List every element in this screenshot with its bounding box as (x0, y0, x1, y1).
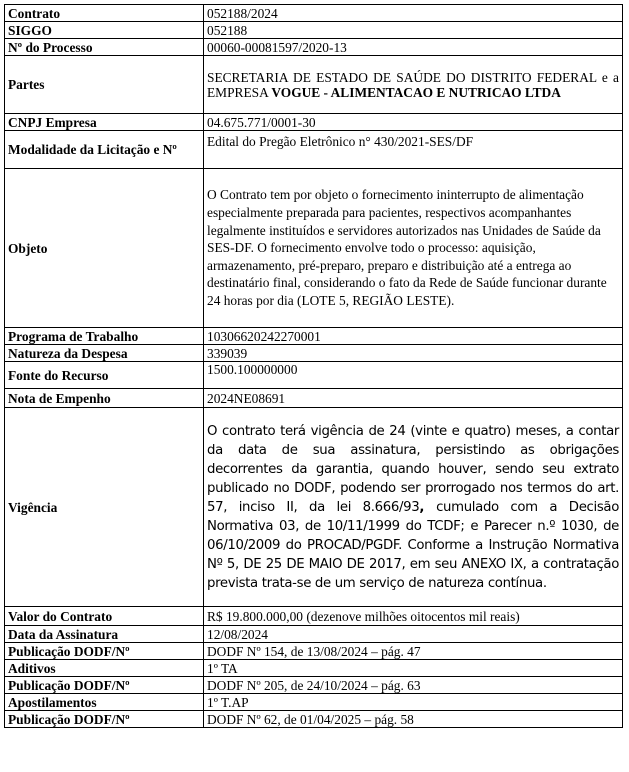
value-publicacao-1: DODF Nº 154, de 13/08/2024 – pág. 47 (204, 643, 623, 660)
partes-text: SECRETARIA DE ESTADO DE SAÚDE DO DISTRITO FEDERAL e a EMPRESA (207, 69, 619, 100)
label-empenho: Nota de Empenho (5, 389, 204, 408)
value-natureza: 339039 (204, 345, 623, 362)
value-fonte: 1500.100000000 (204, 362, 623, 389)
value-programa: 10306620242270001 (204, 328, 623, 345)
label-fonte: Fonte do Recurso (5, 362, 204, 389)
label-valor: Valor do Contrato (5, 607, 204, 626)
row-valor (5, 607, 623, 626)
value-aditivos: 1º TA (204, 660, 623, 677)
label-vigencia: Vigência (5, 408, 204, 607)
row-aditivos (5, 660, 623, 677)
value-processo: 00060-00081597/2020-13 (204, 39, 623, 56)
label-publicacao-1: Publicação DODF/Nº (5, 643, 204, 660)
row-publicacao-2 (5, 677, 623, 694)
row-apostilamentos (5, 694, 623, 711)
value-vigencia (204, 408, 623, 607)
row-natureza (5, 345, 623, 362)
label-publicacao-2: Publicação DODF/Nº (5, 677, 204, 694)
row-publicacao-1 (5, 643, 623, 660)
row-contrato (5, 5, 623, 22)
row-cnpj (5, 114, 623, 131)
label-cnpj: CNPJ Empresa (5, 114, 204, 131)
row-siggo (5, 22, 623, 39)
row-empenho (5, 389, 623, 408)
label-aditivos: Aditivos (5, 660, 204, 677)
value-publicacao-3: DODF Nº 62, de 01/04/2025 – pág. 58 (204, 711, 623, 728)
value-cnpj: 04.675.771/0001-30 (204, 114, 623, 131)
value-publicacao-2: DODF Nº 205, de 24/10/2024 – pág. 63 (204, 677, 623, 694)
label-contrato: Contrato (5, 5, 204, 22)
label-partes: Partes (5, 56, 204, 114)
row-programa (5, 328, 623, 345)
row-assinatura (5, 626, 623, 643)
value-apostilamentos: 1º T.AP (204, 694, 623, 711)
label-natureza: Natureza da Despesa (5, 345, 204, 362)
row-objeto (5, 169, 623, 328)
label-objeto: Objeto (5, 169, 204, 328)
label-programa: Programa de Trabalho (5, 328, 204, 345)
vigencia-comma: , (419, 499, 437, 515)
value-valor: R$ 19.800.000,00 (dezenove milhões oitocentos mil reais) (204, 607, 623, 626)
value-empenho: 2024NE08691 (204, 389, 623, 408)
partes-company: VOGUE - ALIMENTACAO E NUTRICAO LTDA (271, 84, 561, 100)
value-partes (204, 56, 623, 114)
value-assinatura: 12/08/2024 (204, 626, 623, 643)
row-modalidade (5, 131, 623, 169)
value-objeto: O Contrato tem por objeto o fornecimento ininterrupto de alimentação especialmente preparada para pacientes, respectivos acompanhantes legalmente instituídos e servidores autorizados nas Unidades de Saúde da SES-DF. O fornecimento envolve todo o processo: aquisição, armazenamento, pré-preparo, preparo e distribuição até a entrega ao destinatário final, considerando o fato da Rede de Saúde funcionar durante 24 horas por dia (LOTE 5, REGIÃO LESTE). (204, 169, 623, 328)
label-apostilamentos: Apostilamentos (5, 694, 204, 711)
row-partes (5, 56, 623, 114)
label-modalidade: Modalidade da Licitação e Nº (5, 131, 204, 169)
row-processo (5, 39, 623, 56)
row-publicacao-3 (5, 711, 623, 728)
label-assinatura: Data da Assinatura (5, 626, 204, 643)
value-modalidade: Edital do Pregão Eletrônico n° 430/2021-SES/DF (204, 131, 623, 169)
value-contrato: 052188/2024 (204, 5, 623, 22)
row-vigencia (5, 408, 623, 607)
label-publicacao-3: Publicação DODF/Nº (5, 711, 204, 728)
vigencia-text-1: O contrato terá vigência de 24 (vinte e quatro) meses, a contar da data de sua assinatura, persistindo as obrigações decorrentes da garantia, quando houver, sendo seu extrato publicado no DODF, podendo ser prorrogado nos termos do art. 57, inciso II, da lei 8.666/93 (207, 423, 619, 515)
label-siggo: SIGGO (5, 22, 204, 39)
label-processo: Nº do Processo (5, 39, 204, 56)
vigencia-text-2: cumulado com a Decisão Normativa 03, de 10/11/1999 do TCDF; e Parecer n.º 1030, de 06/10/2009 do PROCAD/PGDF. Conforme a Instrução Normativa Nº 5, DE 25 DE MAIO DE 2017, em seu ANEXO IX, a contratação prevista trata-se de um serviço de natureza contínua. (207, 499, 619, 591)
value-siggo: 052188 (204, 22, 623, 39)
row-fonte (5, 362, 623, 389)
contract-table (4, 4, 623, 728)
